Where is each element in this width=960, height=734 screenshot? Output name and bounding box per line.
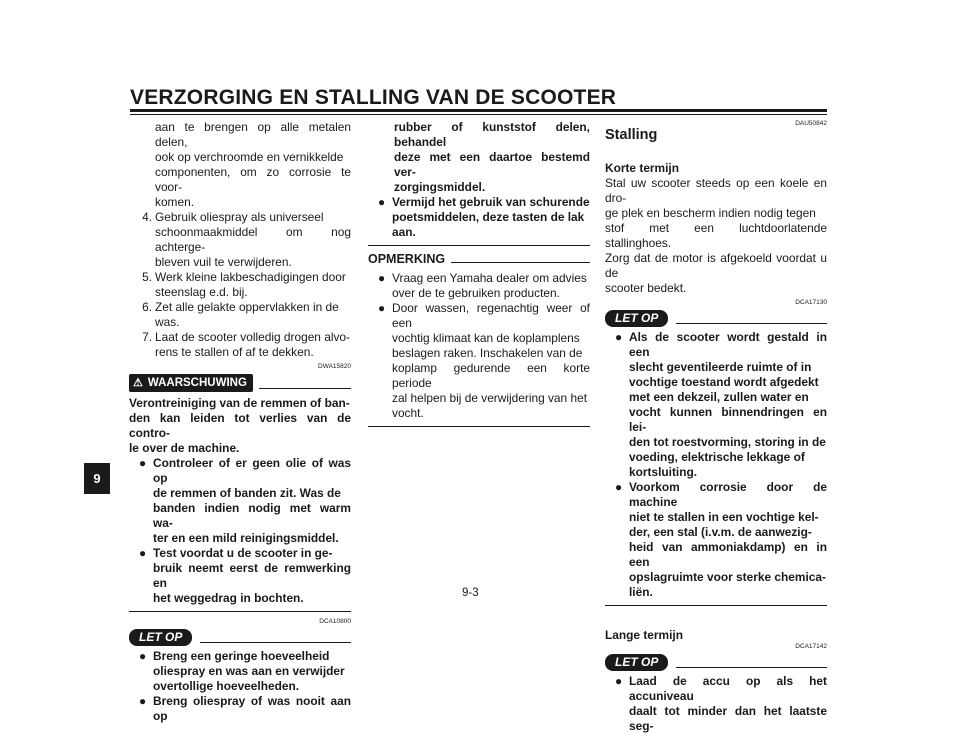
letop-bullets (605, 330, 827, 600)
bullet-item (605, 330, 827, 480)
step-text (155, 270, 351, 300)
bullet-icon: ● (378, 195, 386, 209)
text-line: bruik neemt eerst de remwerking en (153, 561, 351, 590)
opmerking-label: OPMERKING (368, 252, 446, 266)
step-number: 5. (142, 270, 152, 284)
text-line: Controleer of er geen olie of was op (153, 456, 351, 485)
column-2 (368, 120, 590, 433)
warning-label: WAARSCHUWING (147, 376, 247, 389)
letop-rule (676, 323, 827, 324)
text-line: vocht. (392, 406, 424, 420)
text-line: overtollige hoeveelheden. (153, 679, 300, 693)
bullet-text (392, 195, 590, 240)
text-line: de remmen of banden zit. Was de (153, 486, 341, 500)
letop-badge: LET OP (129, 629, 192, 646)
bullet-item (129, 456, 351, 546)
text-line: niet te stallen in een vochtige kel- (629, 510, 819, 524)
text-line: voeding, elektrische lekkage of (629, 450, 805, 464)
bullet-text (629, 674, 827, 734)
bullet-icon: ● (615, 480, 623, 494)
text-line: aan te brengen op alle metalen delen, (155, 120, 351, 149)
title-rule-thin (130, 114, 827, 115)
bullet-text (392, 301, 590, 421)
text-line: stof met een luchtdoorlatende stallinghoes. (605, 221, 827, 250)
text-line: Werk kleine lakbeschadigingen door (155, 270, 346, 284)
bullet-item (368, 195, 590, 240)
bullet-text (153, 456, 351, 546)
step-item (129, 270, 351, 300)
letop-header (605, 653, 827, 671)
text-line: koplamp gedurende een korte periode (392, 361, 590, 390)
text-line: vochtige toestand wordt afgedekt (629, 375, 819, 389)
step-text (155, 210, 351, 270)
intro-paragraph (129, 120, 351, 210)
opmerking-rule (451, 262, 590, 263)
bullet-item (129, 546, 351, 606)
text-line: ter en een mild reinigingsmiddel. (153, 531, 339, 545)
text-line: Door wassen, regenachtig weer of een (392, 301, 590, 330)
text-line: den tot roestvorming, storing in de (629, 435, 826, 449)
warning-text (129, 396, 351, 456)
bullet-icon: ● (139, 694, 147, 708)
letop-code: DCA17130 (795, 299, 827, 306)
separator (605, 605, 827, 606)
text-line: over de te gebruiken producten. (392, 286, 560, 300)
text-line: opslagruimte voor sterke chemica- (629, 570, 826, 584)
letop-rule (200, 642, 351, 643)
opmerking-header (368, 252, 590, 267)
letop-header (129, 628, 351, 646)
text-line: Voorkom corrosie door de machine (629, 480, 827, 509)
short-term-title: Korte termijn (605, 161, 679, 175)
text-line: Verontreiniging van de remmen of ban- (129, 396, 350, 410)
bullet-icon: ● (378, 301, 386, 315)
steps-list (129, 210, 351, 360)
text-line: den kan leiden tot verlies van de contro- (129, 411, 351, 440)
page-title: VERZORGING EN STALLING VAN DE SCOOTER (130, 86, 617, 109)
text-line: der, een stal (i.v.m. de aanwezig- (629, 525, 812, 539)
warning-code: DWA15820 (318, 363, 351, 370)
title-rule (130, 109, 827, 112)
step-number: 7. (142, 330, 152, 344)
step-text (155, 300, 351, 330)
chapter-tab: 9 (84, 463, 110, 494)
bullet-item (368, 301, 590, 421)
letop-bullets (129, 649, 351, 724)
warning-icon: ⚠ (133, 376, 143, 389)
text-line: beslagen raken. Inschakelen van de (392, 346, 583, 360)
step-text (155, 330, 351, 360)
text-line: Breng oliespray of was nooit aan op (153, 694, 351, 723)
text-line: banden indien nodig met warm wa- (153, 501, 351, 530)
continued-text (368, 120, 590, 195)
letop-header (605, 309, 827, 327)
section-title: Stalling (605, 127, 658, 143)
text-line: Laad de accu op als het accuniveau (629, 674, 827, 703)
separator (368, 245, 590, 246)
text-line: Stal uw scooter steeds op een koele en dro- (605, 176, 827, 205)
text-line: het weggedrag in bochten. (153, 591, 304, 605)
text-line: Zorg dat de motor is afgekoeld voordat u de (605, 251, 827, 280)
text-line: rubber of kunststof delen, behandel (394, 120, 590, 149)
letop-bullets (605, 674, 827, 734)
bold-bullets (368, 195, 590, 240)
bullet-icon: ● (139, 649, 147, 663)
text-line: Gebruik oliespray als universeel (155, 210, 324, 224)
text-line: heid van ammoniakdamp) en in een (629, 540, 827, 569)
text-line: Laat de scooter volledig drogen alvo- (155, 330, 350, 344)
text-line: aan. (392, 225, 416, 239)
text-line: deze met een daartoe bestemd ver- (394, 150, 590, 179)
text-line: rens te stallen of af te dekken. (155, 345, 314, 359)
text-line: ook op verchroomde en vernikkelde (155, 150, 344, 164)
step-item (129, 330, 351, 360)
bullet-item (605, 674, 827, 734)
column-1 (129, 120, 351, 724)
text-line: was. (155, 315, 180, 329)
text-line: slecht geventileerde ruimte of in (629, 360, 812, 374)
bullet-icon: ● (615, 330, 623, 344)
bullet-text (153, 546, 351, 606)
bullet-icon: ● (139, 456, 147, 470)
section-code: DAU50842 (795, 120, 827, 127)
text-line: kortsluiting. (629, 465, 698, 479)
text-line: Als de scooter wordt gestald in een (629, 330, 827, 359)
warning-badge (129, 374, 253, 392)
letop-rule (676, 667, 827, 668)
letop-badge: LET OP (605, 654, 668, 671)
text-line: poetsmiddelen, deze tasten de lak (392, 210, 585, 224)
bullet-text (629, 330, 827, 480)
step-number: 6. (142, 300, 152, 314)
bullet-item (368, 271, 590, 301)
bullet-text (153, 694, 351, 724)
long-term-title: Lange termijn (605, 628, 683, 642)
letop-code: DCA17142 (795, 643, 827, 650)
text-line: componenten, om zo corrosie te voor- (155, 165, 351, 194)
page-number: 9-3 (462, 587, 479, 599)
text-line: Breng een geringe hoeveelheid (153, 649, 330, 663)
text-line: met een dekzeil, zullen water en (629, 390, 809, 404)
step-item (129, 300, 351, 330)
text-line: oliespray en was aan en verwijder (153, 664, 345, 678)
separator (368, 426, 590, 427)
text-line: ge plek en bescherm indien nodig tegen (605, 206, 816, 220)
text-line: Zet alle gelakte oppervlakken in de (155, 300, 339, 314)
warning-header (129, 374, 351, 392)
text-line: zorgingsmiddel. (394, 180, 486, 194)
short-term-text (605, 176, 827, 296)
warning-bullets (129, 456, 351, 606)
text-line: komen. (155, 195, 194, 209)
bullet-item (129, 694, 351, 724)
text-line: Test voordat u de scooter in ge- (153, 546, 333, 560)
letop-badge: LET OP (605, 310, 668, 327)
bullet-text (392, 271, 590, 301)
bullet-icon: ● (378, 271, 386, 285)
bullet-icon: ● (139, 546, 147, 560)
text-line: daalt tot minder dan het laatste seg- (629, 704, 827, 733)
letop-code: DCA10800 (319, 618, 351, 625)
separator (129, 611, 351, 612)
bullet-icon: ● (615, 674, 623, 688)
warning-rule (259, 388, 351, 389)
text-line: vocht kunnen binnendringen en lei- (629, 405, 827, 434)
step-item (129, 210, 351, 270)
text-line: Vraag een Yamaha dealer om advies (392, 271, 587, 285)
bullet-text (629, 480, 827, 600)
text-line: vochtig klimaat kan de koplamplens (392, 331, 580, 345)
text-line: zal helpen bij de verwijdering van het (392, 391, 587, 405)
text-line: le over de machine. (129, 441, 240, 455)
column-3 (605, 120, 827, 734)
text-line: scooter bedekt. (605, 281, 687, 295)
text-line: Vermijd het gebruik van schurende (392, 195, 590, 209)
bullet-text (153, 649, 351, 694)
text-line: steenslag e.d. bij. (155, 285, 248, 299)
bullet-item (129, 649, 351, 694)
step-number: 4. (142, 210, 152, 224)
text-line: liën. (629, 585, 653, 599)
opmerking-bullets (368, 271, 590, 421)
text-line: bleven vuil te verwijderen. (155, 255, 292, 269)
bullet-item (605, 480, 827, 600)
text-line: schoonmaakmiddel om nog achterge- (155, 225, 351, 254)
